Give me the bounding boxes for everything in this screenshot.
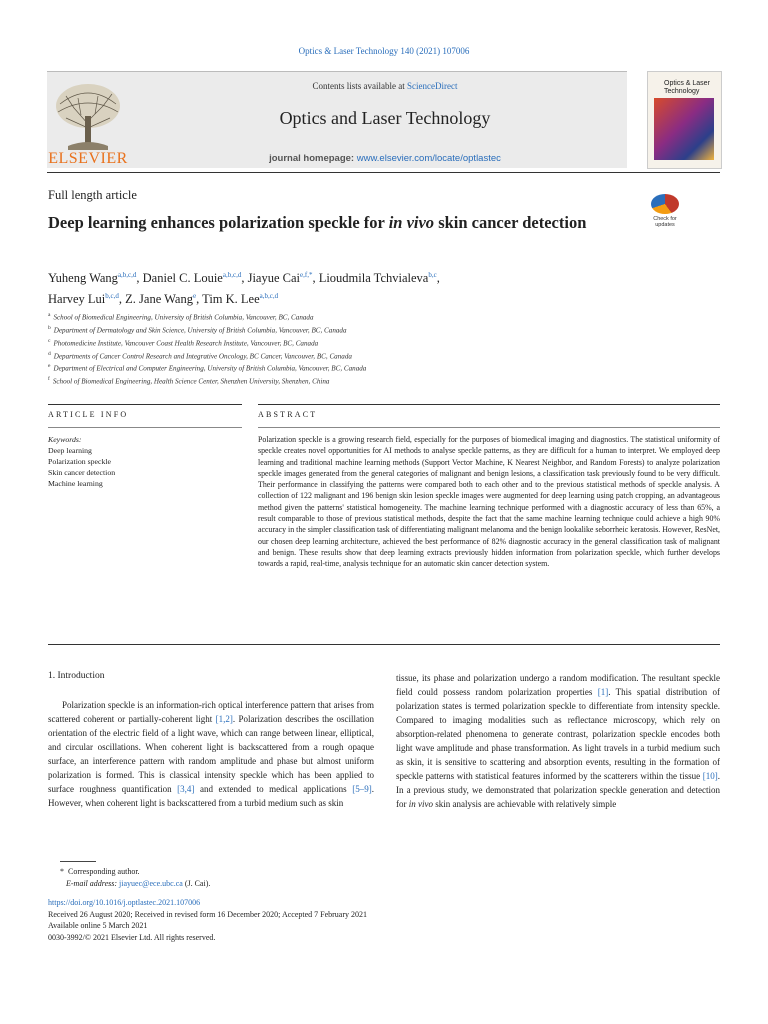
- journal-homepage-line: [150, 153, 620, 164]
- author-affil-sup[interactable]: e,f,*: [300, 271, 313, 279]
- author-affil-sup[interactable]: b,c,d: [105, 292, 119, 301]
- author-affil-sup[interactable]: b,c: [428, 271, 437, 279]
- article-info-rule-2: [48, 427, 242, 428]
- author-name[interactable]: Jiayue Cai: [247, 271, 300, 286]
- homepage-link[interactable]: www.elsevier.com/locate/optlastec: [356, 153, 501, 164]
- body-text: skin analysis are achievable with relatively simple: [433, 799, 617, 809]
- doi-link[interactable]: https://doi.org/10.1016/j.optlastec.2021.107006: [48, 898, 201, 907]
- abstract-rule-2: [258, 427, 720, 428]
- intro-paragraph-right: [396, 671, 720, 811]
- affiliation-text: Department of Electrical and Computer Engineering, University of British Columbia, Vancouver, BC, Canada: [53, 364, 367, 373]
- citation-link[interactable]: [5–9]: [352, 784, 372, 794]
- article-info-rule: [48, 404, 242, 405]
- intro-paragraph-left: [48, 698, 374, 810]
- footnote-star: *: [60, 867, 64, 876]
- author-name[interactable]: Tim K. Lee: [202, 292, 260, 307]
- journal-reference[interactable]: Optics & Laser Technology 140 (2021) 107006: [298, 46, 470, 56]
- footnotes: [60, 866, 460, 890]
- email-suffix: (J. Cai).: [182, 879, 211, 888]
- affiliation-text: Photomedicine Institute, Vancouver Coast Health Research Institute, Vancouver, BC, Canada: [53, 339, 319, 348]
- affiliation-text: Department of Dermatology and Skin Science, University of British Columbia, Vancouver, BC, Canada: [53, 326, 347, 335]
- abstract-heading: ABSTRACT: [258, 410, 318, 419]
- body-text: and extended to medical applications: [194, 784, 353, 794]
- title-italic: in vivo: [388, 213, 435, 232]
- publication-info: [48, 897, 548, 943]
- keywords-label: Keywords:: [48, 435, 82, 444]
- body-text: tissue, its phase and polarization undergo a random modification. The resultant speckle field could possess random polarization properties: [396, 673, 720, 697]
- author-affil-sup[interactable]: e: [192, 292, 197, 301]
- body-divider: [48, 644, 720, 645]
- keyword: Skin cancer detection: [48, 468, 116, 477]
- body-text: . Polarization describes the oscillation orientation of the electric field of a light wave, which can range between linear, elliptical, and circular oscillations. When coherent light is backscattered from a rough opaque surface, an interference pattern with random amplitude and phase but almost uniform polarization is formed. This is classical intensity speckle which has been applied to surface roughness quantification: [48, 714, 374, 794]
- author-list: Yuheng Wang$^{a,b,c,d}$, Daniel C. Louie$^{a,b,c,d}$, Jiayue Cai$^{e,f,*}$, Lioudmila Tchvialeva$^{b,c}$, Harvey Lui$^{b,c,d}$, Z. Jane Wang$^e$, Tim K. Lee$^{a,b,c,d}$: [48, 271, 440, 307]
- keywords-block: [48, 434, 238, 489]
- citation-link[interactable]: [1,2]: [215, 714, 233, 724]
- author-name[interactable]: Lioudmila Tchvialeva: [318, 271, 429, 286]
- affiliation-key: e: [48, 363, 51, 370]
- abstract-text: Polarization speckle is a growing research field, especially for the purposes of biomedical imaging and diagnostics. The statistical uniformity of speckle creates novel opportunities for AI methods to analyse speckle patterns, as they are difficult for a human to interpret. We employed deep learning and traditional machine learning methods (Support Vector Machine, K Nearest Neighbor, and Random Forests) to analyze polarization speckle images generated from the general categories of malignant and benign lesions, a classification task previously found to be very difficult. Their performance in classifying the patterns were compared both to each other and to the previous statistical methods of speckle analysis. A collection of 122 malignant and 196 benign skin lesion speckle images were augmented for deep learning using patch cropping, an advantageous method given the patterns' statistical homogeneity. The machine learning technique performed with a diagnostic accuracy of less than 65%, a result comparable to those of previous statistical methods, despite the fact that the same machine learning technique could achieve a high 90% accuracy in the simpler classification task of differentiating malignant melanoma and the benign lookalike seborrheic keratosis. However, ResNet, our chosen deep learning architecture, achieved the best performance of 82% diagnostic accuracy in the general classification task of malignant and benign. These results show that deep learning extracts previously hidden information from polarization speckle, which further develops towards a rapid, real-time, analysis technique for an automatic skin cancer detection system.: [258, 435, 720, 569]
- author-affil-sup[interactable]: a,b,c,d: [117, 271, 137, 279]
- available-online: Available online 5 March 2021: [48, 921, 148, 930]
- corresponding-author-note: [60, 866, 460, 878]
- article-info-heading: ARTICLE INFO: [48, 410, 129, 419]
- elsevier-wordmark: ELSEVIER: [48, 150, 128, 167]
- affiliation-key: f: [48, 376, 50, 383]
- title-part2: skin cancer detection: [434, 213, 587, 232]
- affiliation-item: [48, 336, 708, 349]
- affiliation-text: Departments of Cancer Control Research and Integrative Oncology, BC Cancer, Vancouver, BC, Canada: [53, 351, 352, 360]
- contents-line: [200, 81, 570, 91]
- affiliation-item: [48, 310, 708, 323]
- affiliation-item: [48, 323, 708, 336]
- author-name[interactable]: Yuheng Wang: [48, 271, 118, 286]
- affiliation-key: b: [48, 324, 51, 331]
- author-name[interactable]: Daniel C. Louie: [142, 271, 223, 286]
- citation-link[interactable]: [1]: [597, 687, 609, 697]
- journal-cover-thumbnail[interactable]: [647, 71, 722, 169]
- author-affil-sup[interactable]: a,b,c,d: [259, 292, 279, 301]
- affiliation-key: d: [48, 350, 51, 357]
- author-name[interactable]: Harvey Lui: [48, 292, 106, 307]
- homepage-label: journal homepage:: [269, 153, 355, 164]
- cover-title: Optics & Laser Technology: [664, 80, 710, 95]
- keyword: Machine learning: [48, 479, 103, 488]
- body-text-italic: in vivo: [408, 799, 433, 809]
- received-dates: Received 26 August 2020; Received in revised form 16 December 2020; Accepted 7 February 2021: [48, 909, 368, 919]
- affiliation-key: a: [48, 312, 51, 318]
- body-text: . In a previous study, we demonstrated that polarization speckle generation and detection for: [396, 771, 720, 809]
- affiliation-item: [48, 361, 708, 374]
- article-type: Full length article: [48, 188, 137, 202]
- paper-title: [48, 212, 608, 234]
- body-text: Polarization speckle is an information-rich optical interference pattern that arises from scattered coherent or partially-coherent light: [48, 700, 374, 724]
- keyword: Deep learning: [48, 446, 92, 455]
- citation-link[interactable]: [10]: [702, 771, 718, 781]
- check-updates-label: Check for updates: [653, 216, 677, 228]
- section-heading-introduction: 1. Introduction: [48, 671, 105, 681]
- contents-prefix: Contents lists available at: [312, 81, 407, 91]
- affiliation-item: [48, 349, 708, 362]
- email-label: E-mail address:: [66, 879, 118, 888]
- email-note: [60, 878, 460, 890]
- footnote-rule: [60, 861, 96, 862]
- affiliation-item: [48, 374, 708, 387]
- keyword: Polarization speckle: [48, 457, 112, 466]
- abstract-rule: [258, 404, 720, 405]
- cover-artwork: [654, 98, 714, 160]
- corresponding-label: Corresponding author.: [68, 867, 140, 876]
- check-for-updates-button[interactable]: [650, 194, 680, 228]
- citation-link[interactable]: [3,4]: [177, 784, 195, 794]
- affiliations: [48, 310, 708, 387]
- copyright: 0030-3992/© 2021 Elsevier Ltd. All rights reserved.: [48, 932, 216, 942]
- affiliation-text: School of Biomedical Engineering, University of British Columbia, Vancouver, BC, Canada: [53, 313, 314, 322]
- body-text: . However, when coherent light is backscattered from a turbid medium such as skin: [48, 784, 374, 808]
- journal-title: Optics and Laser Technology: [279, 108, 491, 128]
- header-divider: [47, 172, 720, 173]
- affiliation-key: c: [48, 337, 51, 344]
- title-part1: Deep learning enhances polarization speckle for: [48, 213, 389, 232]
- sciencedirect-link[interactable]: ScienceDirect: [407, 81, 458, 91]
- affiliation-text: School of Biomedical Engineering, Health Science Center, Shenzhen University, Shenzhen, China: [52, 377, 330, 386]
- author-name[interactable]: Z. Jane Wang: [125, 292, 193, 307]
- check-updates-icon: [651, 194, 679, 214]
- author-affil-sup[interactable]: a,b,c,d: [222, 271, 242, 279]
- email-link[interactable]: jiayuec@ece.ubc.ca: [119, 879, 183, 888]
- body-text: . This spatial distribution of polarization states is termed polarization speckle to differentiate from intensity speckle. Compared to imaging modalities such as reflectance microscopy, which rely on absorption-related phenomena to generate contrast, polarization speckle encodes both light wave amplitude and phase transformation. As light travels in a turbid medium such as skin, it is sensitive to scattering and absorption events, resulting in the formation of speckle patterns with statistical features informed by the scatterers within the tissue: [396, 687, 720, 781]
